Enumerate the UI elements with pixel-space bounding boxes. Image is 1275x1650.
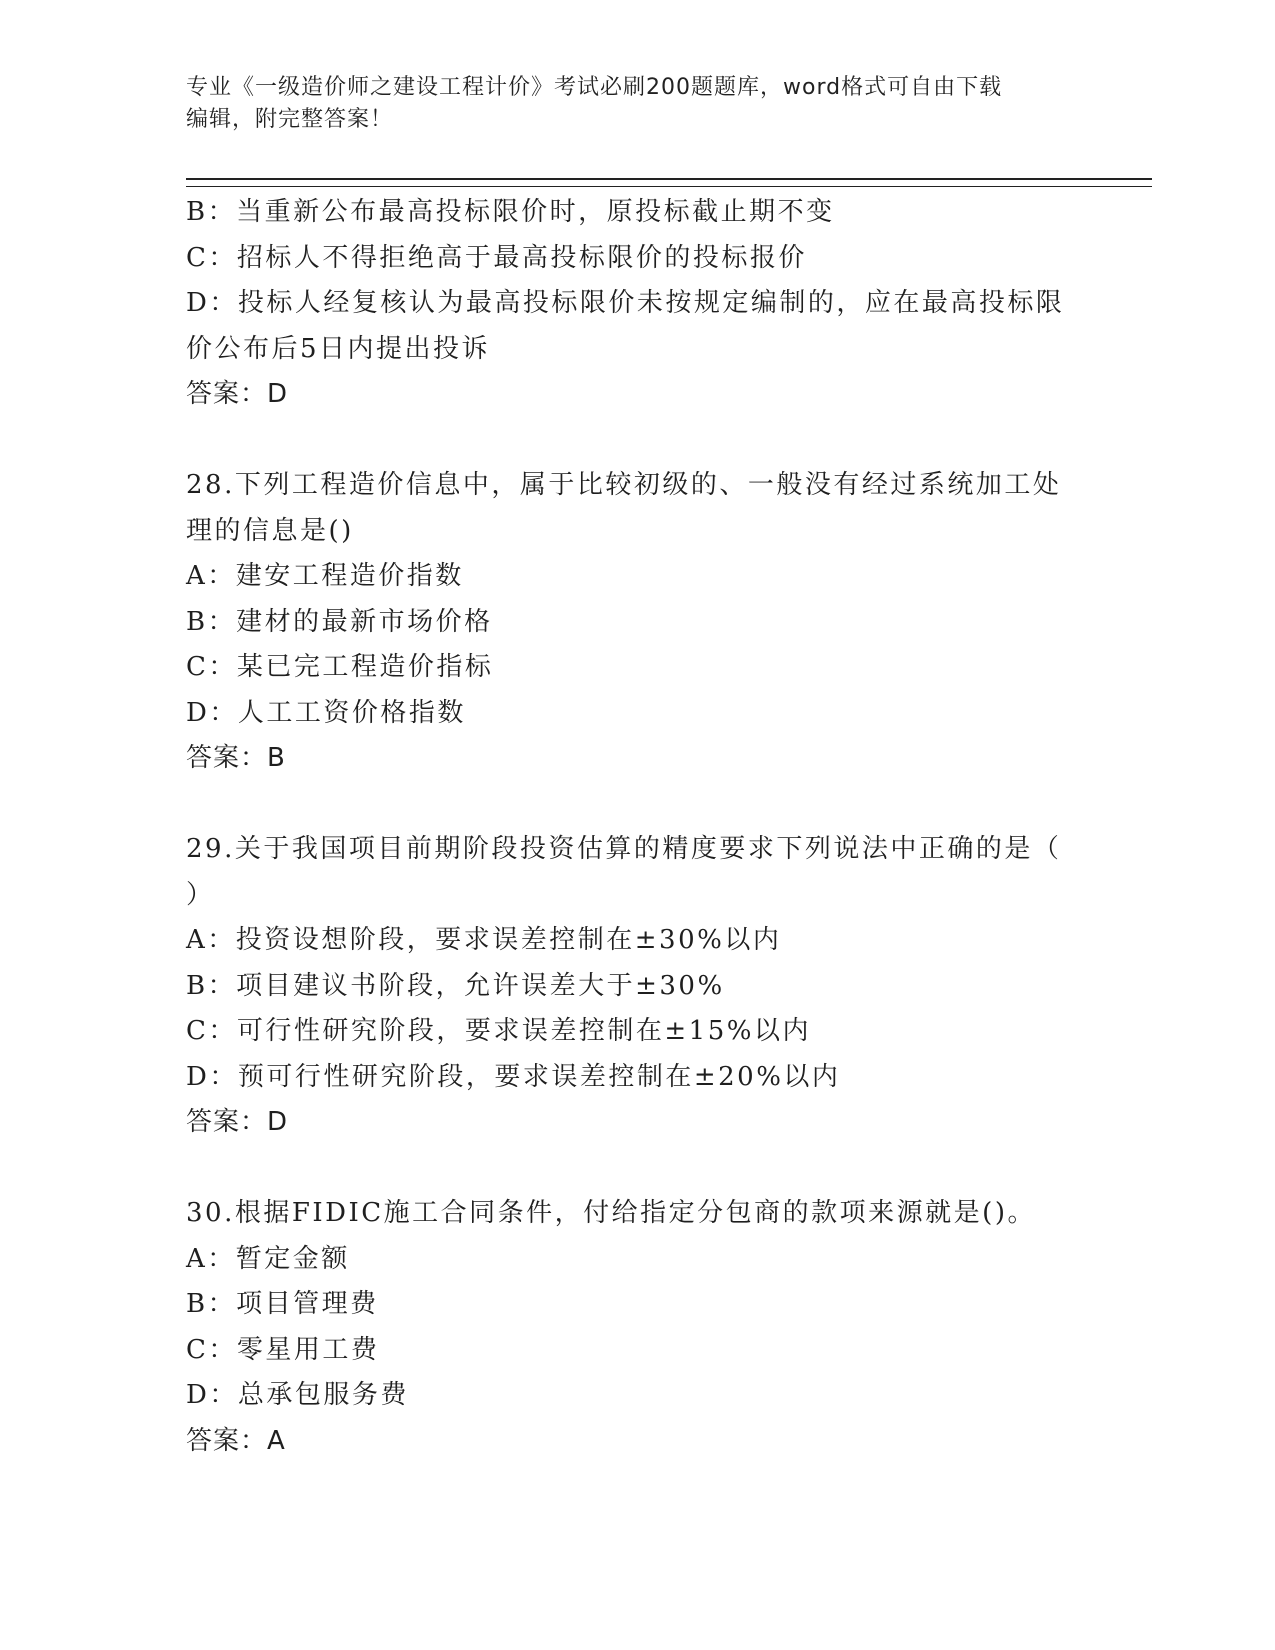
document-body: [186, 190, 1086, 1464]
q28-option-a: A：建安工程造价指数: [186, 561, 464, 591]
header-line-1: 专业《一级造价师之建设工程计价》考试必刷200题题库，word格式可自由下载: [186, 75, 1003, 100]
header-line-2: 编辑，附完整答案！: [186, 107, 394, 132]
q30-answer: 答案：A: [186, 1425, 286, 1456]
q27-option-c: C：招标人不得拒绝高于最高投标限价的投标报价: [186, 242, 807, 273]
q30-stem: 30.根据FIDIC施工合同条件，付给指定分包商的款项来源就是()。: [186, 1198, 1036, 1228]
q28-answer: 答案：B: [186, 743, 286, 773]
q29-stem-line-1: 29.关于我国项目前期阶段投资估算的精度要求下列说法中正确的是（: [186, 834, 1062, 864]
question-28: [186, 463, 1086, 782]
question-29: [186, 827, 1086, 1146]
q30-option-a: A：暂定金额: [186, 1243, 350, 1274]
q27-option-d-line-1: D：投标人经复核认为最高投标限价未按规定编制的，应在最高投标限: [186, 288, 1065, 318]
q30-option-b: B：项目管理费: [186, 1289, 379, 1319]
q29-stem-line-2: ）: [186, 879, 215, 910]
q29-option-c: C：可行性研究阶段，要求误差控制在±15%以内: [186, 1016, 811, 1046]
q29-option-d: D：预可行性研究阶段，要求误差控制在±20%以内: [186, 1061, 841, 1092]
q28-option-d: D：人工工资价格指数: [186, 697, 466, 728]
q27-answer: 答案：D: [186, 379, 289, 409]
q27-option-b: B：当重新公布最高投标限价时，原投标截止期不变: [186, 197, 835, 227]
q30-option-d: D：总承包服务费: [186, 1380, 409, 1410]
document-header: [186, 72, 1066, 136]
q30-option-c: C：零星用工费: [186, 1334, 380, 1365]
q27-option-d-line-2: 价公布后5日内提出投诉: [186, 333, 491, 364]
q29-option-b: B：项目建议书阶段，允许误差大于±30%: [186, 970, 725, 1001]
q28-stem-line-1: 28.下列工程造价信息中，属于比较初级的、一般没有经过系统加工处: [186, 470, 1062, 500]
q29-answer: 答案：D: [186, 1107, 289, 1137]
q29-option-a: A：投资设想阶段，要求误差控制在±30%以内: [186, 925, 782, 955]
header-divider: [186, 178, 1152, 187]
question-30: [186, 1191, 1086, 1464]
question-27-tail: [186, 190, 1086, 418]
q28-option-c: C：某已完工程造价指标: [186, 652, 494, 682]
q28-option-b: B：建材的最新市场价格: [186, 606, 493, 637]
q28-stem-line-2: 理的信息是(): [186, 515, 354, 546]
